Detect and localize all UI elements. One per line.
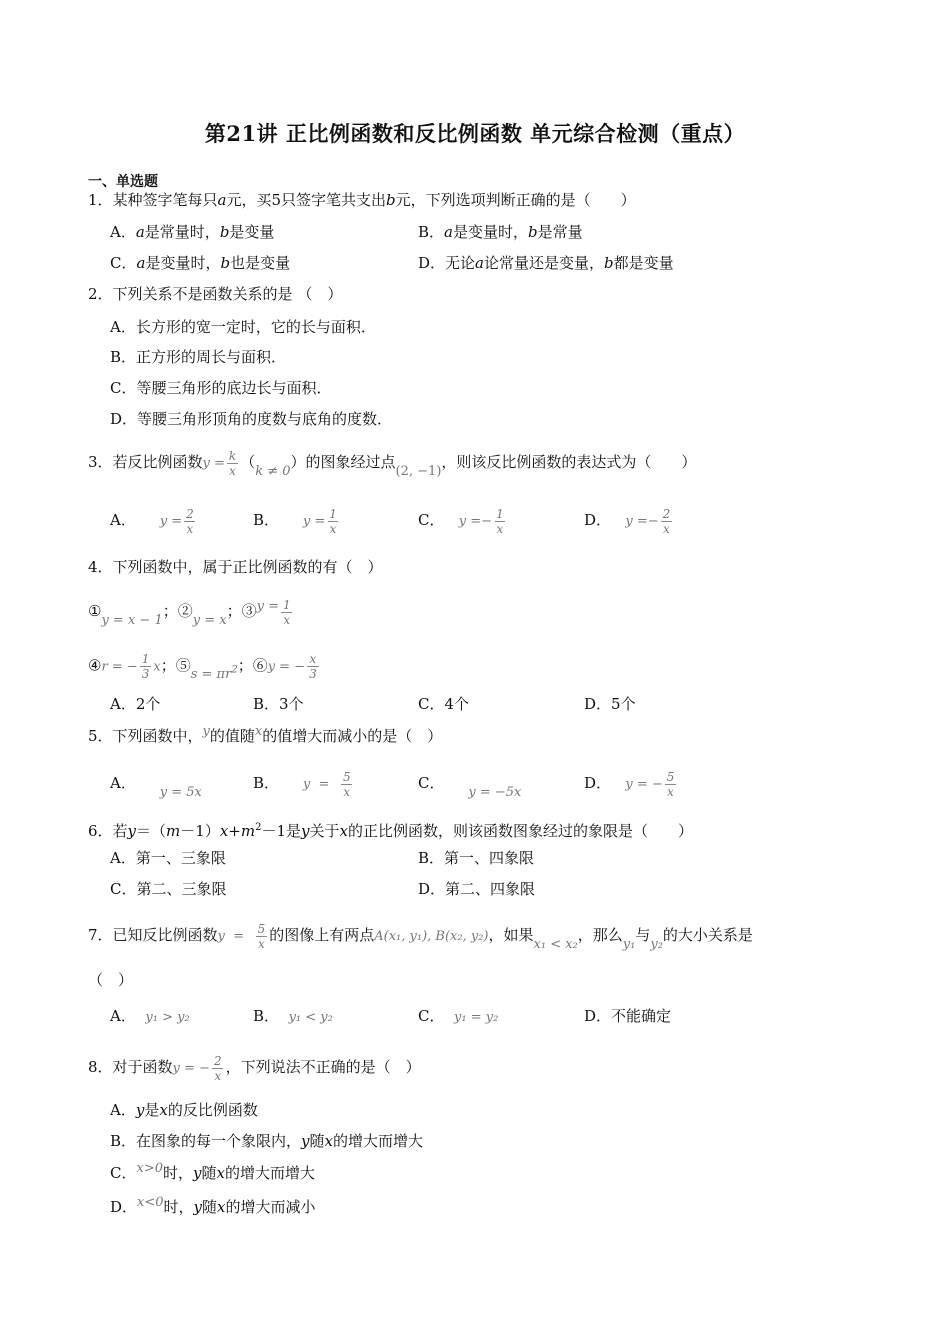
question-2-option-d: D．等腰三角形顶角的度数与底角的度数． [110, 410, 393, 428]
page-title: 第21讲 正比例函数和反比例函数 单元综合检测（重点） [204, 121, 746, 146]
question-7-option-d: D．不能确定 [584, 1007, 672, 1025]
question-5-stem: 5．下列函数中，y的值随x的值增大而减小的是（ ） [88, 724, 443, 745]
question-7-stem: 7．已知反比例函数y = $\frac{5}{x}$ 的图像上有两点A(x₁, y₁), B(x₂, y₂)，如果x₁ < x₂，那么y₁与y₂的大小关系是 [88, 921, 753, 952]
question-4-option-d: D．5个 [584, 695, 636, 713]
question-6-option-a: A．第一、三象限 [110, 849, 226, 867]
question-3-stem: 3．若反比例函数y = $\frac{k}{x}$ （k ≠ 0）的图象经过点(2, −1)，则该反比例函数的表达式为（ ） [88, 448, 697, 479]
question-1-option-b: B．a是变量时，b是常量 [418, 223, 583, 241]
question-8-stem: 8．对于函数y = − $\frac{2}{x}$ ，下列说法不正确的是（ ） [88, 1053, 421, 1083]
question-2-option-c: C．等腰三角形的底边长与面积． [110, 379, 332, 397]
question-3-option-c: C． y =− $\frac{1}{x}$ [418, 506, 504, 536]
question-7-option-a: A． y₁ > y₂ [110, 1007, 190, 1025]
question-8-option-a: A．y是x的反比例函数 [110, 1101, 258, 1119]
question-2-option-a: A．长方形的宽一定时，它的长与面积． [110, 318, 376, 336]
question-1-option-a: A．a是常量时，b是变量 [110, 223, 275, 241]
question-7-option-c: C． y₁ = y₂ [418, 1007, 499, 1025]
question-1-option-c: C．a是变量时，b也是变量 [110, 254, 291, 272]
question-6-option-c: C．第二、三象限 [110, 880, 227, 898]
question-4-option-c: C．4个 [418, 695, 470, 713]
question-8-option-b: B．在图象的每一个象限内，y随x的增大而增大 [110, 1132, 424, 1150]
question-3-option-b: B． y = $\frac{1}{x}$ [253, 506, 337, 536]
question-6-option-b: B．第一、四象限 [418, 849, 535, 867]
question-1-option-d: D．无论a论常量还是变量，b都是变量 [418, 254, 674, 272]
question-4-items-row2: ④r = − $\frac{1}{3}$ x；⑤s = $\pi r^2$；⑥y = − $\frac{x}{3}$ [88, 651, 317, 683]
question-3-option-d: D． y =− $\frac{2}{x}$ [584, 506, 671, 536]
question-2-option-b: B．正方形的周长与面积． [110, 348, 287, 366]
question-5-option-b: B． y = $\frac{5}{x}$ [253, 769, 351, 799]
question-5-option-c: C． y = −5x [418, 774, 522, 800]
question-6-stem: 6．若$y=(m-1)x+m^2-1$是y关于x的正比例函数，则该函数图象经过的象限是（ ） [88, 822, 694, 840]
question-4-items-row1: ①y = x − 1；②y = x；③y = $\frac{1}{x}$ [88, 597, 291, 628]
question-6-option-d: D．第二、四象限 [418, 880, 536, 898]
fraction-k-over-x: $\frac{k}{x}$ [228, 448, 237, 478]
question-8-option-c: C．x>0时，y随x的增大而增大 [110, 1161, 315, 1182]
question-1-stem: 1．某种签字笔每只a元，买5只签字笔共支出b元，下列选项判断正确的是（ ） [88, 191, 636, 209]
question-7-option-b: B． y₁ < y₂ [253, 1007, 333, 1025]
question-4-option-a: A．2个 [110, 695, 161, 713]
question-8-option-d: D．x<0时，y随x的增大而减小 [110, 1195, 316, 1216]
section-heading: 一、单选题 [88, 174, 158, 190]
question-5-option-d: D． y = − $\frac{5}{x}$ [584, 769, 675, 799]
question-4-option-b: B．3个 [253, 695, 304, 713]
question-3-option-a: A． y = $\frac{2}{x}$ [110, 506, 194, 536]
question-7-paren: （ ） [88, 971, 134, 989]
question-4-stem: 4．下列函数中，属于正比例函数的有（ ） [88, 558, 383, 576]
question-5-option-a: A． y = 5x [110, 774, 202, 800]
question-2-stem: 2．下列关系不是函数关系的是 （ ） [88, 285, 343, 303]
